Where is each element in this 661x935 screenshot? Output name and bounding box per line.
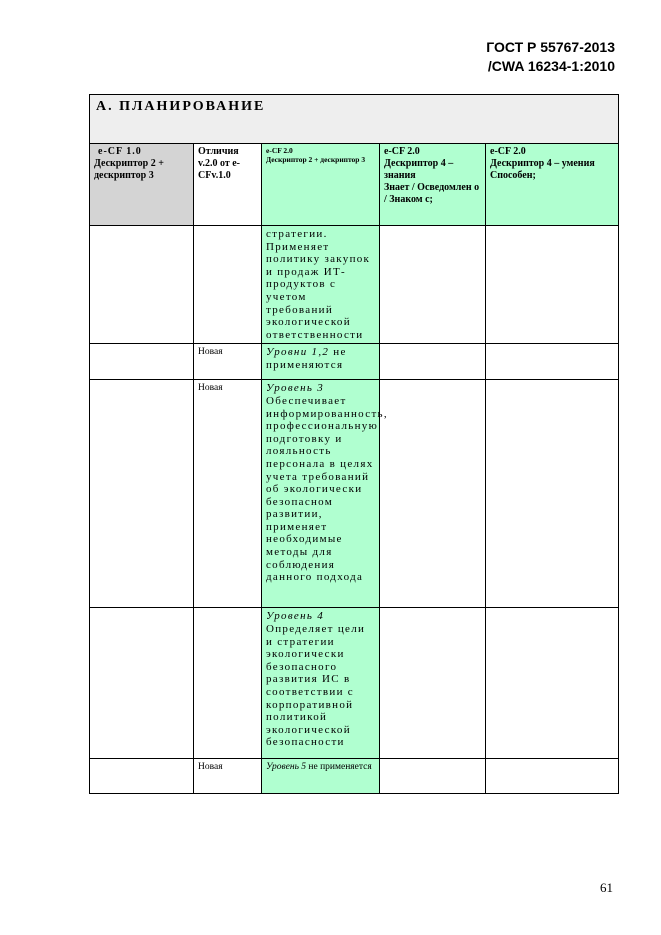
cell-knowledge <box>380 759 486 794</box>
cell-diff: Новая <box>194 759 262 794</box>
table-row <box>90 608 619 759</box>
section-title: А. ПЛАНИРОВАНИЕ <box>90 95 619 144</box>
cell-ecf1 <box>90 380 194 608</box>
col-header-skills-descriptor: Дескриптор 4 – умения <box>490 158 595 169</box>
cell-descriptor-text: Определяет цели и стратегии экологически безопасного развития ИС в соответствии с корпоративной политикой экологической безопасности <box>266 622 366 749</box>
table-row <box>90 759 619 794</box>
col-header-skills-verbs: Способен; <box>490 170 536 181</box>
cell-skills <box>486 380 619 608</box>
col-header-knowledge-descriptor: Дескриптор 4 – знания <box>384 158 454 181</box>
col-header-diff: Отличия v.2.0 от e-CFv.1.0 <box>194 144 262 226</box>
cell-descriptor-text: не применяется <box>306 762 372 773</box>
cell-ecf1 <box>90 608 194 759</box>
col-header-knowledge-verbs: Знает / Осведомлен о / Знаком с; <box>384 182 480 205</box>
cell-knowledge <box>380 380 486 608</box>
cell-skills <box>486 344 619 380</box>
col-header-ecf1-version: e-CF 1.0 <box>98 146 142 157</box>
col-header-ecf2-version: e-CF 2.0 <box>266 146 293 155</box>
cell-descriptor <box>262 226 380 344</box>
cell-descriptor <box>262 759 380 794</box>
cell-skills <box>486 608 619 759</box>
standard-reference: /CWA 16234-1:2010 <box>487 58 615 74</box>
col-header-ecf1-descriptor: Дескриптор 2 + дескриптор 3 <box>94 158 164 181</box>
cell-diff: Новая <box>194 344 262 380</box>
cell-ecf1 <box>90 759 194 794</box>
cell-descriptor-text: стратегии. Применяет политику закупок и продаж ИТ-продуктов с учетом требований экологической ответственности <box>266 228 371 341</box>
col-header-skills-version: e-CF 2.0 <box>490 146 526 157</box>
level-label: Уровень 3 <box>266 382 325 395</box>
cell-knowledge <box>380 344 486 380</box>
cell-knowledge <box>380 608 486 759</box>
cell-ecf1 <box>90 226 194 344</box>
cell-diff <box>194 608 262 759</box>
level-label: Уровни 1,2 <box>266 346 330 359</box>
cell-skills <box>486 759 619 794</box>
table-row <box>90 380 619 608</box>
cell-descriptor <box>262 608 380 759</box>
col-header-skills <box>486 144 619 226</box>
planning-table <box>89 94 619 794</box>
document-header <box>486 38 615 76</box>
cell-descriptor-text: не применяются <box>266 346 347 371</box>
standard-number: ГОСТ Р 55767-2013 <box>486 39 615 55</box>
col-header-ecf1 <box>90 144 194 226</box>
col-header-ecf2-descriptor: Дескриптор 2 + дескриптор 3 <box>266 155 366 164</box>
cell-diff: Новая <box>194 380 262 608</box>
level-label: Уровень 4 <box>266 610 325 623</box>
table-row <box>90 226 619 344</box>
level-label: Уровень 5 <box>266 762 307 773</box>
cell-knowledge <box>380 226 486 344</box>
col-header-knowledge-version: e-CF 2.0 <box>384 146 420 157</box>
cell-descriptor-text: Обеспечивает информированность, профессиональную подготовку и лояльность персонала в целях учета требований об экологически безопасном развитии, применяет необходимые методы для соблюдения данного подхода <box>266 394 388 584</box>
cell-diff <box>194 226 262 344</box>
cell-ecf1 <box>90 344 194 380</box>
col-header-ecf2-descr <box>262 144 380 226</box>
page-number: 61 <box>600 880 613 895</box>
col-header-knowledge <box>380 144 486 226</box>
cell-skills <box>486 226 619 344</box>
cell-descriptor <box>262 344 380 380</box>
cell-descriptor <box>262 380 388 608</box>
table-row <box>90 344 619 380</box>
